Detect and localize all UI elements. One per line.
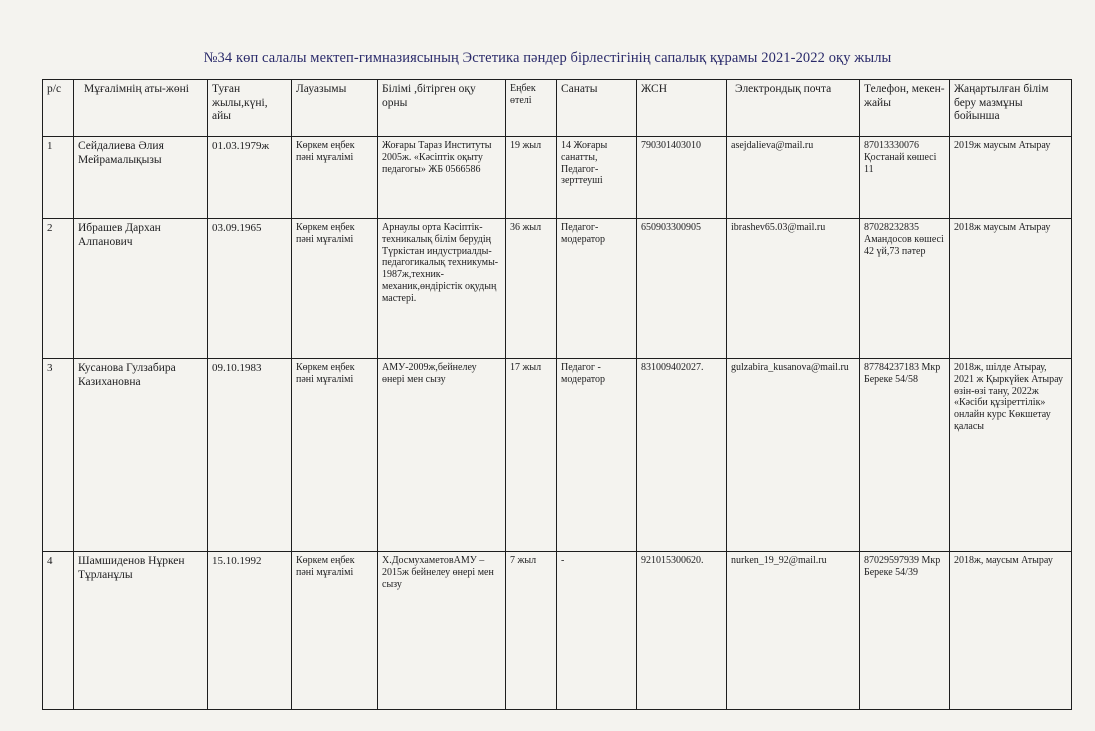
cell-num: 1 <box>43 137 74 219</box>
cell-iin: 921015300620. <box>637 552 727 710</box>
cell-iin: 790301403010 <box>637 137 727 219</box>
cell-iin: 831009402027. <box>637 359 727 552</box>
header-num: р/с <box>43 80 74 137</box>
cell-phone: 87784237183 Мкр Береке 54/58 <box>860 359 950 552</box>
teachers-table <box>42 79 1072 710</box>
cell-email: ibrashev65.03@mail.ru <box>727 219 860 359</box>
cell-phone: 87028232835 Амандосов көшесі 42 үй,73 пәтер <box>860 219 950 359</box>
cell-category: 14 Жоғары санатты, Педагог-зерттеуші <box>557 137 637 219</box>
cell-num: 2 <box>43 219 74 359</box>
cell-category: - <box>557 552 637 710</box>
cell-birth: 01.03.1979ж <box>208 137 292 219</box>
cell-position: Көркем еңбек пәні мұғалімі <box>292 359 378 552</box>
cell-category: Педагог - модератор <box>557 359 637 552</box>
header-iin: ЖСН <box>637 80 727 137</box>
cell-education: АМУ-2009ж,бейнелеу өнері мен сызу <box>378 359 506 552</box>
header-email: Электрондық почта <box>727 80 860 137</box>
header-education: Білімі ,бітірген оқу орны <box>378 80 506 137</box>
cell-email: nurken_19_92@mail.ru <box>727 552 860 710</box>
header-position: Лауазымы <box>292 80 378 137</box>
cell-num: 3 <box>43 359 74 552</box>
cell-training: 2018ж, маусым Атырау <box>950 552 1072 710</box>
cell-birth: 03.09.1965 <box>208 219 292 359</box>
cell-training: 2018ж маусым Атырау <box>950 219 1072 359</box>
cell-iin: 650903300905 <box>637 219 727 359</box>
header-category: Санаты <box>557 80 637 137</box>
cell-education: Х.ДосмухаметовАМУ – 2015ж бейнелеу өнері мен сызу <box>378 552 506 710</box>
cell-experience: 17 жыл <box>506 359 557 552</box>
cell-experience: 7 жыл <box>506 552 557 710</box>
cell-position: Көркем еңбек пәні мұғалімі <box>292 552 378 710</box>
cell-name: Сейдалиева Әлия Мейрамалықызы <box>74 137 208 219</box>
table-row <box>43 552 1072 710</box>
table-header-row <box>43 80 1072 137</box>
cell-experience: 36 жыл <box>506 219 557 359</box>
cell-birth: 15.10.1992 <box>208 552 292 710</box>
header-birth: Туған жылы,күні, айы <box>208 80 292 137</box>
cell-email: asejdalieva@mail.ru <box>727 137 860 219</box>
table-row <box>43 219 1072 359</box>
cell-position: Көркем еңбек пәні мұғалімі <box>292 219 378 359</box>
table-row <box>43 359 1072 552</box>
cell-name: Кусанова Гулзабира Казихановна <box>74 359 208 552</box>
cell-category: Педагог-модератор <box>557 219 637 359</box>
cell-education: Арнаулы орта Кәсіптік-техникалық білім берудің Түркістан индустриалды-педагогикалық техникумы- 1987ж,техник-механик,өндірістік оқудың мастері. <box>378 219 506 359</box>
header-phone: Телефон, мекен-жайы <box>860 80 950 137</box>
cell-training: 2018ж, шілде Атырау, 2021 ж Қыркүйек Атырау өзін-өзі тану, 2022ж «Кәсіби құзіреттілік» онлайн курс Көкшетау қаласы <box>950 359 1072 552</box>
cell-num: 4 <box>43 552 74 710</box>
cell-birth: 09.10.1983 <box>208 359 292 552</box>
cell-email: gulzabira_kusanova@mail.ru <box>727 359 860 552</box>
cell-name: Шамшиденов Нұркен Тұрланұлы <box>74 552 208 710</box>
table-row <box>43 137 1072 219</box>
cell-phone: 87013330076 Қостанай көшесі 11 <box>860 137 950 219</box>
cell-position: Көркем еңбек пәні мұғалімі <box>292 137 378 219</box>
cell-name: Ибрашев Дархан Алпанович <box>74 219 208 359</box>
header-name: Мұғалімнің аты-жөні <box>74 80 208 137</box>
cell-training: 2019ж маусым Атырау <box>950 137 1072 219</box>
document-title: №34 көп салалы мектеп-гимназиясының Эстетика пәндер бірлестігінің сапалық құрамы 2021-2022 оқу жылы <box>203 50 892 66</box>
cell-experience: 19 жыл <box>506 137 557 219</box>
cell-phone: 87029597939 Мкр Береке 54/39 <box>860 552 950 710</box>
header-experience: Еңбек өтелі <box>506 80 557 137</box>
header-training: Жаңартылған білім беру мазмұны бойынша <box>950 80 1072 137</box>
cell-education: Жоғары Тараз Институты 2005ж. «Кәсіптік оқыту педагогы» ЖБ 0566586 <box>378 137 506 219</box>
